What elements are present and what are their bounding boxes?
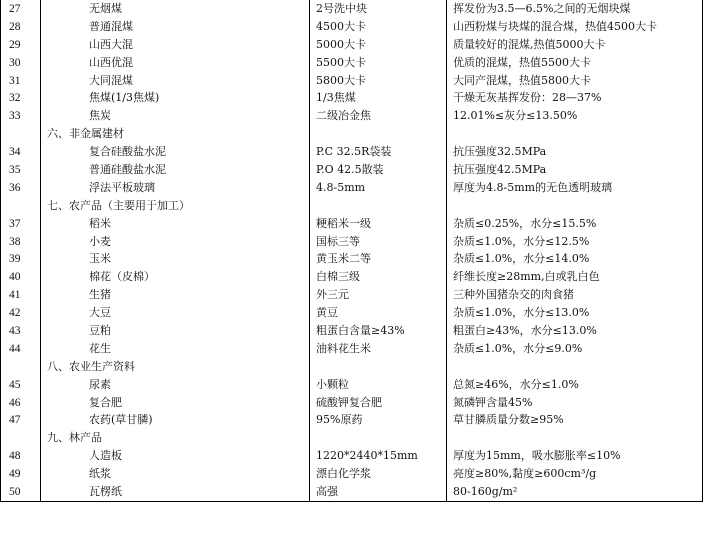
description-cell: 杂质≤1.0%，水分≤12.5% xyxy=(447,233,703,251)
table-row xyxy=(1,233,703,251)
description-cell: 挥发份为3.5—6.5%之间的无烟块煤 xyxy=(447,0,703,18)
row-number-cell: 32 xyxy=(1,89,41,107)
table-row xyxy=(1,376,703,394)
spec-cell: 二级冶金焦 xyxy=(310,107,447,125)
table-row xyxy=(1,322,703,340)
row-number-cell: 50 xyxy=(1,483,41,501)
table-row xyxy=(1,161,703,179)
row-number-cell: 31 xyxy=(1,72,41,90)
item-name-cell: 纸浆 xyxy=(41,465,310,483)
description-cell: 抗压强度42.5MPa xyxy=(447,161,703,179)
description-cell: 质量较好的混煤,热值5000大卡 xyxy=(447,36,703,54)
item-name-cell: 浮法平板玻璃 xyxy=(41,179,310,197)
table-body xyxy=(1,0,703,501)
item-name-cell: 人造板 xyxy=(41,447,310,465)
description-cell: 优质的混煤，热值5500大卡 xyxy=(447,54,703,72)
row-number-cell: 43 xyxy=(1,322,41,340)
table-row xyxy=(1,340,703,358)
table-row xyxy=(1,286,703,304)
item-name-cell: 六、非金属建材 xyxy=(41,125,310,143)
description-cell: 亮度≥80%,黏度≥600cm³/g xyxy=(447,465,703,483)
spec-cell: 4500大卡 xyxy=(310,18,447,36)
item-name-cell: 大同混煤 xyxy=(41,72,310,90)
row-number-cell: 27 xyxy=(1,0,41,18)
row-number-cell: 41 xyxy=(1,286,41,304)
table-row xyxy=(1,54,703,72)
item-name-cell: 普通硅酸盐水泥 xyxy=(41,161,310,179)
table-row xyxy=(1,72,703,90)
spec-cell: 粳稻米一级 xyxy=(310,215,447,233)
spec-cell: 5000大卡 xyxy=(310,36,447,54)
description-cell: 厚度为15mm，吸水膨胀率≤10% xyxy=(447,447,703,465)
spec-cell: P.C 32.5R袋装 xyxy=(310,143,447,161)
row-number-cell: 30 xyxy=(1,54,41,72)
table-row xyxy=(1,411,703,429)
table-row xyxy=(1,215,703,233)
row-number-cell: 48 xyxy=(1,447,41,465)
row-number-cell: 44 xyxy=(1,340,41,358)
item-name-cell: 复合硅酸盐水泥 xyxy=(41,143,310,161)
spec-cell: 小颗粒 xyxy=(310,376,447,394)
spec-cell: 1220*2440*15mm xyxy=(310,447,447,465)
spec-cell: 漂白化学浆 xyxy=(310,465,447,483)
description-cell xyxy=(447,197,703,215)
row-number-cell: 40 xyxy=(1,268,41,286)
description-cell xyxy=(447,125,703,143)
item-name-cell: 稻米 xyxy=(41,215,310,233)
description-cell: 干燥无灰基挥发份：28—37% xyxy=(447,89,703,107)
description-cell: 杂质≤1.0%，水分≤14.0% xyxy=(447,250,703,268)
table-row xyxy=(1,447,703,465)
description-cell: 厚度为4.8-5mm的无色透明玻璃 xyxy=(447,179,703,197)
table-row xyxy=(1,483,703,501)
item-name-cell: 焦煤(1/3焦煤) xyxy=(41,89,310,107)
spec-cell xyxy=(310,358,447,376)
spec-cell: 95%原药 xyxy=(310,411,447,429)
description-cell: 大同产混煤，热值5800大卡 xyxy=(447,72,703,90)
item-name-cell: 小麦 xyxy=(41,233,310,251)
spec-cell: 粗蛋白含量≥43% xyxy=(310,322,447,340)
spec-cell: 黄豆 xyxy=(310,304,447,322)
description-cell xyxy=(447,429,703,447)
table-row xyxy=(1,250,703,268)
item-name-cell: 玉米 xyxy=(41,250,310,268)
spec-cell: 硫酸钾复合肥 xyxy=(310,394,447,412)
section-header-row xyxy=(1,125,703,143)
spec-cell: 国标三等 xyxy=(310,233,447,251)
spec-cell: 黄玉米二等 xyxy=(310,250,447,268)
description-cell: 氮磷钾含量45% xyxy=(447,394,703,412)
item-name-cell: 生猪 xyxy=(41,286,310,304)
item-name-cell: 七、农产品（主要用于加工） xyxy=(41,197,310,215)
item-name-cell: 瓦楞纸 xyxy=(41,483,310,501)
table-row xyxy=(1,304,703,322)
row-number-cell: 42 xyxy=(1,304,41,322)
row-number-cell: 28 xyxy=(1,18,41,36)
row-number-cell: 47 xyxy=(1,411,41,429)
row-number-cell: 38 xyxy=(1,233,41,251)
description-cell: 三种外国猪杂交的肉食猪 xyxy=(447,286,703,304)
table-row xyxy=(1,36,703,54)
item-name-cell: 八、农业生产资料 xyxy=(41,358,310,376)
item-name-cell: 山西大混 xyxy=(41,36,310,54)
row-number-cell xyxy=(1,125,41,143)
row-number-cell: 35 xyxy=(1,161,41,179)
row-number-cell: 33 xyxy=(1,107,41,125)
description-cell: 80-160g/m² xyxy=(447,483,703,501)
row-number-cell: 36 xyxy=(1,179,41,197)
row-number-cell: 39 xyxy=(1,250,41,268)
row-number-cell: 49 xyxy=(1,465,41,483)
spec-cell xyxy=(310,125,447,143)
description-cell: 粗蛋白≥43%，水分≤13.0% xyxy=(447,322,703,340)
item-name-cell: 农药(草甘膦) xyxy=(41,411,310,429)
row-number-cell xyxy=(1,358,41,376)
spec-cell: 5800大卡 xyxy=(310,72,447,90)
table-row xyxy=(1,268,703,286)
description-cell: 纤维长度≥28mm,白或乳白色 xyxy=(447,268,703,286)
spec-cell xyxy=(310,197,447,215)
spec-cell: 白棉三级 xyxy=(310,268,447,286)
item-name-cell: 棉花（皮棉） xyxy=(41,268,310,286)
spec-cell xyxy=(310,429,447,447)
table-row xyxy=(1,107,703,125)
description-cell: 草甘膦质量分数≥95% xyxy=(447,411,703,429)
row-number-cell xyxy=(1,197,41,215)
item-name-cell: 复合肥 xyxy=(41,394,310,412)
spec-cell: 高强 xyxy=(310,483,447,501)
section-header-row xyxy=(1,429,703,447)
item-name-cell: 焦炭 xyxy=(41,107,310,125)
item-name-cell: 九、林产品 xyxy=(41,429,310,447)
spec-cell: P.O 42.5散装 xyxy=(310,161,447,179)
description-cell: 抗压强度32.5MPa xyxy=(447,143,703,161)
spec-cell: 外三元 xyxy=(310,286,447,304)
row-number-cell: 46 xyxy=(1,394,41,412)
row-number-cell: 34 xyxy=(1,143,41,161)
item-name-cell: 豆粕 xyxy=(41,322,310,340)
item-name-cell: 尿素 xyxy=(41,376,310,394)
section-header-row xyxy=(1,358,703,376)
table-row xyxy=(1,179,703,197)
spec-cell: 4.8-5mm xyxy=(310,179,447,197)
spec-cell: 油料花生米 xyxy=(310,340,447,358)
description-cell: 山西粉煤与块煤的混合煤，热值4500大卡 xyxy=(447,18,703,36)
description-cell: 杂质≤1.0%，水分≤9.0% xyxy=(447,340,703,358)
section-header-row xyxy=(1,197,703,215)
description-cell xyxy=(447,358,703,376)
description-cell: 总氮≥46%，水分≤1.0% xyxy=(447,376,703,394)
table-row xyxy=(1,143,703,161)
item-name-cell: 山西优混 xyxy=(41,54,310,72)
description-cell: 杂质≤0.25%，水分≤15.5% xyxy=(447,215,703,233)
row-number-cell: 37 xyxy=(1,215,41,233)
row-number-cell xyxy=(1,429,41,447)
row-number-cell: 45 xyxy=(1,376,41,394)
table-row xyxy=(1,0,703,18)
spec-cell: 5500大卡 xyxy=(310,54,447,72)
description-cell: 12.01%≤灰分≤13.50% xyxy=(447,107,703,125)
item-name-cell: 普通混煤 xyxy=(41,18,310,36)
item-name-cell: 大豆 xyxy=(41,304,310,322)
spec-cell: 1/3焦煤 xyxy=(310,89,447,107)
description-cell: 杂质≤1.0%，水分≤13.0% xyxy=(447,304,703,322)
table-row xyxy=(1,394,703,412)
item-name-cell: 花生 xyxy=(41,340,310,358)
spec-cell: 2号洗中块 xyxy=(310,0,447,18)
table-row xyxy=(1,465,703,483)
table-row xyxy=(1,18,703,36)
row-number-cell: 29 xyxy=(1,36,41,54)
table-row xyxy=(1,89,703,107)
item-name-cell: 无烟煤 xyxy=(41,0,310,18)
